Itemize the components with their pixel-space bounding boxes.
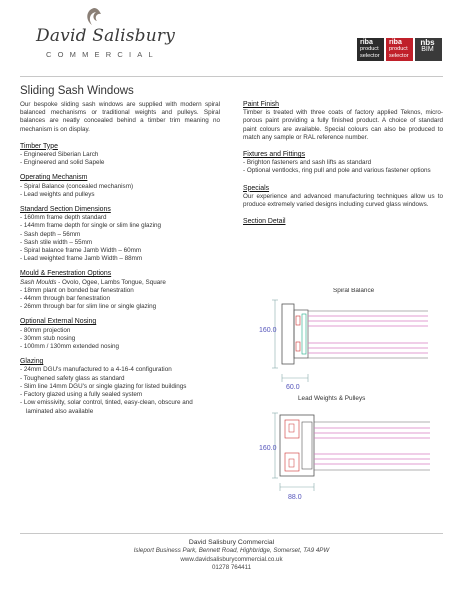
- list-item: - 80mm projection: [20, 326, 71, 334]
- list-item: - Slim line 14mm DGU's or single glazing for listed buildings: [20, 382, 187, 390]
- operating-heading: Operating Mechanism: [20, 174, 88, 182]
- list-item: - 30mm stub nosing: [20, 334, 76, 342]
- specials-paragraph: Our experience and advanced manufacturing techniques allow us to produce extremely varied designs including curved glass windows.: [243, 192, 443, 209]
- list-item: - Lead weighted frame Jamb Width – 88mm: [20, 255, 143, 263]
- spiral-height-dim: 160.0: [259, 327, 277, 334]
- intro-paragraph: Our bespoke sliding sash windows are supplied with modern spiral balanced mechanisms or traditional weights and pulleys. Spiral balances are neatly concealed behind a timber trim meaning no mechanism is on display.: [20, 101, 220, 133]
- section-detail-heading: Section Detail: [243, 218, 286, 226]
- list-item: - Toughened safety glass as standard: [20, 374, 125, 382]
- list-item: - 26mm through bar for slim line or single glazing: [20, 303, 157, 311]
- nosing-heading: Optional External Nosing: [20, 318, 97, 326]
- glazing-heading: Glazing: [20, 358, 44, 366]
- logo-subtitle: COMMERCIAL: [46, 50, 159, 59]
- footer-company: David Salisbury Commercial: [188, 539, 275, 546]
- riba-product-selector-logo: riba product selector: [357, 38, 384, 61]
- lead-weights-title: Lead Weights & Pulleys: [298, 395, 366, 402]
- list-item: - Engineered Siberian Larch: [20, 151, 99, 159]
- lead-weights-section: [259, 413, 430, 501]
- list-item: - Low emissivity, solar control, tinted, easy-clean, obscure and laminated also available: [20, 399, 193, 415]
- riba-product-selector-logo-red: riba product selector: [386, 38, 413, 61]
- list-item: - 24mm DGU's manufactured to a 4-16-4 configuration: [20, 366, 172, 374]
- paint-paragraph: Timber is treated with three coats of factory applied Teknos, micro-porous paint providing a fully finished product. A choice of standard paint colours are available. Special colours can also be produced to match any sample or RAL reference number.: [243, 109, 443, 141]
- glass-panes: [308, 316, 428, 353]
- list-item: - Spiral Balance (concealed mechanism): [20, 182, 134, 190]
- glass-panes: [314, 428, 430, 464]
- list-item: - 100mm / 130mm extended nosing: [20, 343, 120, 351]
- paint-heading: Paint Finish: [243, 101, 280, 108]
- list-item: - 144mm frame depth for single or slim line glazing: [20, 222, 162, 230]
- timber-heading: Timber Type: [20, 142, 58, 150]
- spiral-balance-title: Spiral Balance: [333, 288, 375, 294]
- specials-heading: Specials: [243, 184, 270, 192]
- list-item: - Lead weights and pulleys: [20, 190, 95, 198]
- footer-address: Isleport Business Park, Bennett Road, Highbridge, Somerset, TA9 4PW: [133, 547, 330, 555]
- list-item: - 160mm frame depth standard: [20, 214, 107, 222]
- footer-phone: 01278 764411: [211, 564, 252, 572]
- lead-height-dim: 160.0: [259, 445, 277, 452]
- page-title: Sliding Sash Windows: [20, 85, 134, 97]
- list-item: - Brighton fasteners and sash lifts as standard: [243, 159, 372, 167]
- footer-website[interactable]: www.davidsalisburycommercial.co.uk: [180, 555, 283, 563]
- spiral-balance-section: [259, 300, 428, 391]
- list-item: - Factory glazed using a fully sealed system: [20, 391, 143, 399]
- lead-width-dim: 88.0: [288, 494, 302, 501]
- spiral-width-dim: 60.0: [286, 384, 300, 391]
- right-column: [243, 101, 443, 233]
- fixtures-heading: Fixtures and Fittings: [243, 151, 306, 159]
- footer-divider: [20, 533, 443, 534]
- list-item: - Sash depth – 56mm: [20, 230, 81, 238]
- list-item: - 44mm through bar fenestration: [20, 295, 110, 303]
- nbs-bim-logo: nbs BIM: [415, 38, 442, 61]
- sash-moulds-line: Sash Moulds - Ovolo, Ogee, Lambs Tongue, Square: [20, 278, 166, 286]
- list-item: - Optional ventlocks, ring pull and pole and various fastener options: [243, 167, 431, 175]
- footer: [20, 539, 443, 573]
- list-item: - Engineered and solid Sapele: [20, 159, 105, 167]
- dimensions-heading: Standard Section Dimensions: [20, 206, 111, 214]
- logo-wordmark: David Salisbury: [36, 26, 176, 46]
- header-divider: [20, 76, 443, 77]
- section-diagrams: [258, 288, 438, 507]
- mould-heading: Mould & Fenestration Options: [20, 270, 112, 278]
- left-column: [20, 101, 220, 423]
- list-item: - Sash stile width – 55mm: [20, 238, 93, 246]
- list-item: - 18mm plant on bonded bar fenestration: [20, 286, 134, 294]
- logo-swirl-icon: [82, 6, 106, 28]
- list-item: - Spiral balance frame Jamb Width – 60mm: [20, 247, 142, 255]
